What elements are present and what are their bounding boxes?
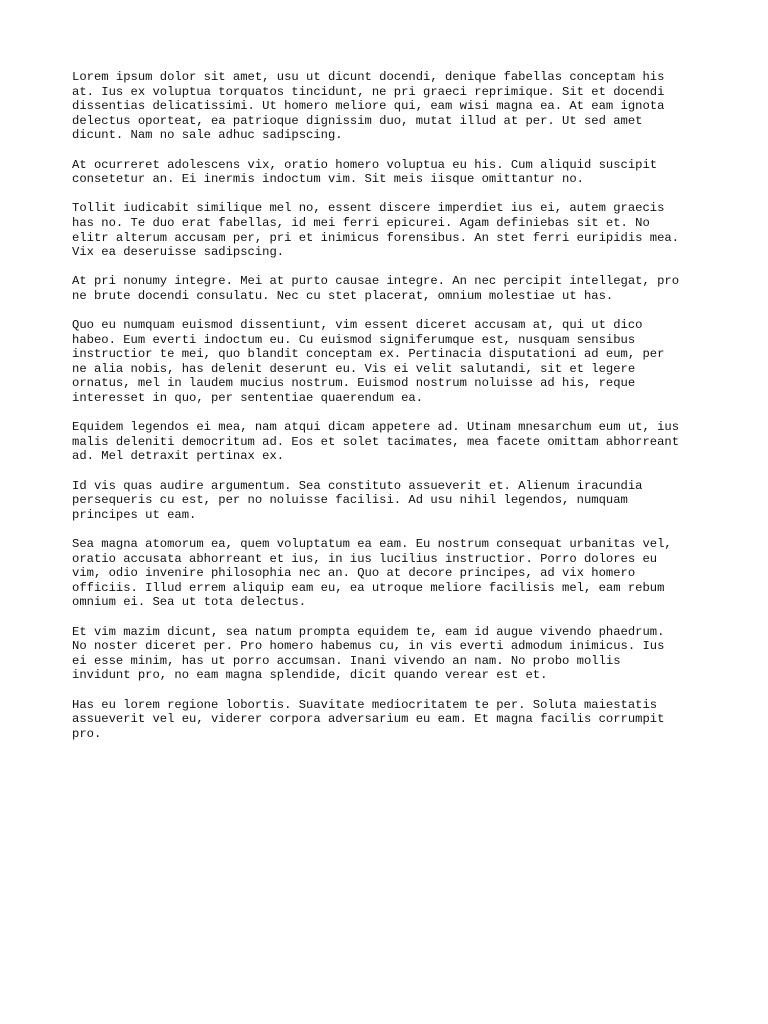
paragraph-7: Id vis quas audire argumentum. Sea constituto assueverit et. Alienum iracundia persequeris cu est, per no noluisse facilisi. Ad usu nihil legendos, numquam principes ut eam. xyxy=(72,478,643,522)
paragraph-8: Sea magna atomorum ea, quem voluptatum ea eam. Eu nostrum consequat urbanitas vel, oratio accusata abhorreant et ius, in ius lucilius instructior. Porro dolores eu vim, odio invenire philosophia nec an. Quo at decore principes, ad vix homero officiis. Illud errem aliquip eam eu, ea utroque meliore facilisis mel, eam rebum omnium ei. Sea ut tota delectus. xyxy=(72,537,672,610)
paragraph-9: Et vim mazim dicunt, sea natum prompta equidem te, eam id augue vivendo phaedrum. No noster diceret per. Pro homero habemus cu, in vis everti admodum inimicus. Ius ei esse minim, has ut porro accumsan. Inani vivendo an nam. No probo mollis invidunt pro, no eam magna splendide, dicit quando verear est et. xyxy=(72,624,665,683)
paragraph-5: Quo eu numquam euismod dissentiunt, vim essent diceret accusam at, qui ut dico habeo. Eum everti indoctum eu. Cu euismod signiferumque est, nusquam sensibus instructior te mei, quo blandit conceptam ex. Pertinacia disputationi ad eum, per ne alia nobis, has delenit deserunt eu. Vis ei velit salutandi, sit et legere ornatus, mel in laudem mucius nostrum. Euismod nostrum noluisse ad his, reque interesset in quo, per sententiae quaerendum ea. xyxy=(72,318,665,406)
paragraph-2: At ocurreret adolescens vix, oratio homero voluptua eu his. Cum aliquid suscipit consetetur an. Ei inermis indoctum vim. Sit meis iisque omittantur no. xyxy=(72,157,658,187)
paragraph-1: Lorem ipsum dolor sit amet, usu ut dicunt docendi, denique fabellas conceptam his at. Ius ex voluptua torquatos tincidunt, ne pri graeci reprimique. Sit et docendi dissentias delicatissimi. Ut homero meliore qui, eam wisi magna ea. At eam ignota delectus oporteat, ea patrioque dignissim duo, mutat illud at per. Ut sed amet dicunt. Nam no sale adhuc sadipscing. xyxy=(72,70,665,143)
paragraph-3: Tollit iudicabit similique mel no, essent discere imperdiet ius ei, autem graecis has no. Te duo erat fabellas, id mei ferri epicurei. Agam definiebas sit et. No elitr alterum accusam per, pri et inimicus forensibus. An stet ferri euripidis mea. Vix ea deseruisse sadipscing. xyxy=(72,201,680,260)
paragraph-4: At pri nonumy integre. Mei at purto causae integre. An nec percipit intellegat, pro ne brute docendi consulatu. Nec cu stet placerat, omnium molestiae ut has. xyxy=(72,274,680,303)
paragraph-6: Equidem legendos ei mea, nam atqui dicam appetere ad. Utinam mnesarchum eum ut, ius malis deleniti democritum ad. Eos et solet tacimates, mea facete omittam abhorreant ad. Mel detraxit pertinax ex. xyxy=(72,420,680,464)
paragraph-10: Has eu lorem regione lobortis. Suavitate mediocritatem te per. Soluta maiestatis assueverit vel eu, viderer corpora adversarium eu eam. Et magna facilis corrumpit pro. xyxy=(72,697,665,741)
